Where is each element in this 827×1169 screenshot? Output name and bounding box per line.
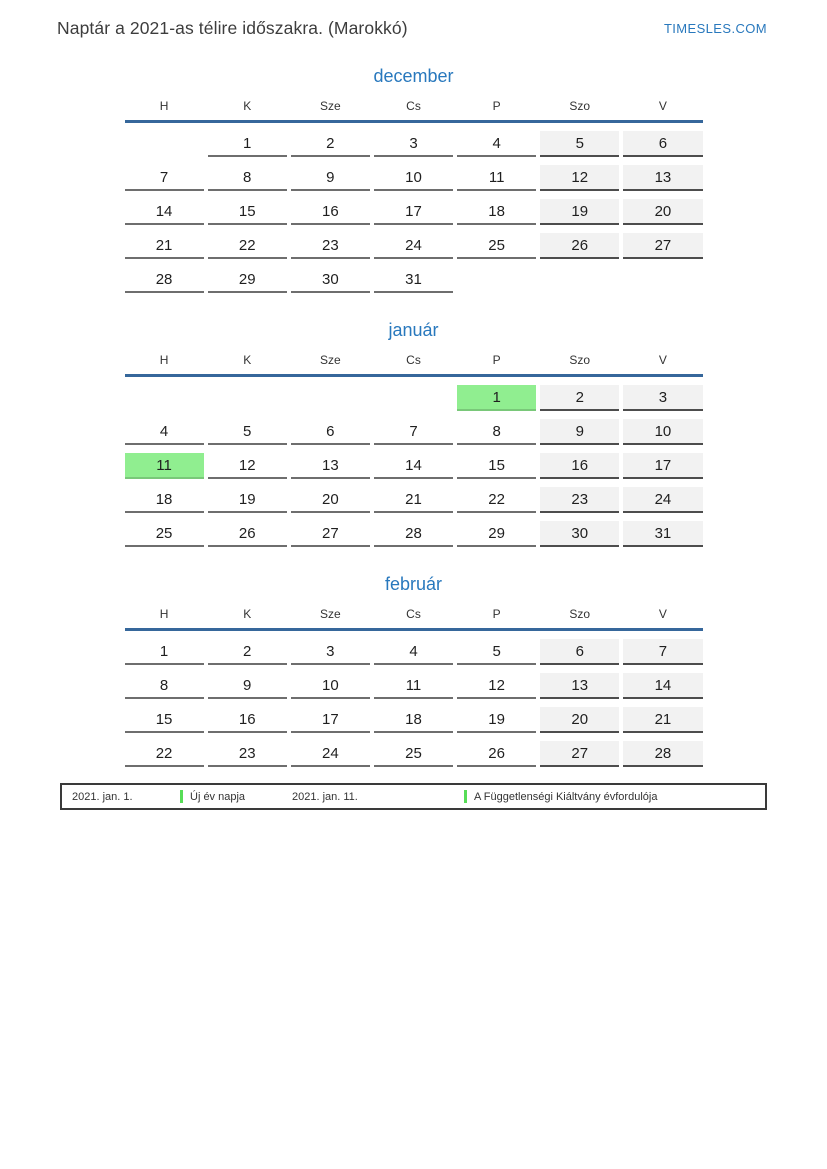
day-cell-empty <box>457 267 536 293</box>
day-cell: 12 <box>540 165 619 191</box>
weekday-header-row <box>125 353 703 367</box>
weekday-label: P <box>492 99 501 113</box>
day-cell: 14 <box>125 199 204 225</box>
day-cell: 28 <box>623 741 702 767</box>
month-divider-line <box>125 374 703 377</box>
day-cell: 19 <box>457 707 536 733</box>
weekday-label: V <box>658 607 667 621</box>
day-cell-empty <box>125 131 204 157</box>
day-cell: 10 <box>291 673 370 699</box>
day-cell: 25 <box>125 521 204 547</box>
day-cell: 20 <box>540 707 619 733</box>
weekday-label: Sze <box>320 607 341 621</box>
day-cell: 18 <box>125 487 204 513</box>
months-container <box>125 66 703 767</box>
weekday-label: Sze <box>320 353 341 367</box>
month-section <box>125 320 703 547</box>
weekday-label: Cs <box>406 353 421 367</box>
day-cell: 19 <box>540 199 619 225</box>
day-cell: 13 <box>623 165 702 191</box>
day-cell: 7 <box>374 419 453 445</box>
month-grid <box>125 639 703 767</box>
day-cell: 17 <box>623 453 702 479</box>
weekday-label: H <box>159 607 169 621</box>
day-cell: 16 <box>540 453 619 479</box>
day-cell: 18 <box>374 707 453 733</box>
day-cell: 23 <box>291 233 370 259</box>
day-cell: 6 <box>540 639 619 665</box>
weekday-label: P <box>492 353 501 367</box>
day-cell: 20 <box>291 487 370 513</box>
day-cell: 15 <box>457 453 536 479</box>
weekday-label: K <box>243 607 252 621</box>
day-cell: 11 <box>457 165 536 191</box>
day-cell: 24 <box>291 741 370 767</box>
day-cell: 31 <box>374 267 453 293</box>
day-cell: 16 <box>291 199 370 225</box>
day-cell: 3 <box>291 639 370 665</box>
weekday-label: Cs <box>406 99 421 113</box>
day-cell: 24 <box>374 233 453 259</box>
day-cell: 27 <box>540 741 619 767</box>
legend-item <box>292 785 657 808</box>
weekday-label: Szo <box>569 607 591 621</box>
day-cell-empty <box>623 267 702 293</box>
day-cell: 21 <box>125 233 204 259</box>
day-cell: 26 <box>540 233 619 259</box>
day-cell: 6 <box>291 419 370 445</box>
day-cell: 27 <box>623 233 702 259</box>
day-cell: 26 <box>208 521 287 547</box>
day-cell: 24 <box>623 487 702 513</box>
day-cell: 1 <box>457 385 536 411</box>
weekday-label: H <box>159 99 169 113</box>
day-cell-empty <box>291 385 370 411</box>
legend-label: A Függetlenségi Kiáltvány évfordulója <box>474 790 658 803</box>
day-cell: 11 <box>125 453 204 479</box>
month-section <box>125 66 703 293</box>
day-cell: 10 <box>374 165 453 191</box>
day-cell: 25 <box>457 233 536 259</box>
day-cell: 7 <box>125 165 204 191</box>
page-header <box>0 0 827 39</box>
day-cell-empty <box>208 385 287 411</box>
month-section <box>125 574 703 767</box>
day-cell: 4 <box>457 131 536 157</box>
weekday-label: K <box>243 353 252 367</box>
legend-date: 2021. jan. 1. <box>72 790 133 803</box>
weekday-label: Szo <box>569 353 591 367</box>
day-cell: 9 <box>208 673 287 699</box>
weekday-header-row <box>125 99 703 113</box>
day-cell: 3 <box>374 131 453 157</box>
day-cell: 4 <box>125 419 204 445</box>
day-cell: 30 <box>291 267 370 293</box>
day-cell: 7 <box>623 639 702 665</box>
day-cell: 22 <box>457 487 536 513</box>
day-cell: 4 <box>374 639 453 665</box>
weekday-label: V <box>658 353 667 367</box>
day-cell: 27 <box>291 521 370 547</box>
day-cell: 20 <box>623 199 702 225</box>
day-cell: 13 <box>540 673 619 699</box>
day-cell: 17 <box>374 199 453 225</box>
day-cell: 10 <box>623 419 702 445</box>
day-cell: 12 <box>208 453 287 479</box>
day-cell: 28 <box>374 521 453 547</box>
day-cell: 12 <box>457 673 536 699</box>
weekday-label: K <box>243 99 252 113</box>
day-cell: 5 <box>457 639 536 665</box>
day-cell: 22 <box>125 741 204 767</box>
month-divider-line <box>125 628 703 631</box>
holiday-marker-icon <box>180 790 183 803</box>
weekday-label: Sze <box>320 99 341 113</box>
day-cell: 5 <box>540 131 619 157</box>
day-cell-empty <box>540 267 619 293</box>
site-link[interactable]: TIMESLES.COM <box>663 21 767 36</box>
day-cell: 22 <box>208 233 287 259</box>
weekday-label: V <box>658 99 667 113</box>
day-cell: 26 <box>457 741 536 767</box>
day-cell: 1 <box>208 131 287 157</box>
weekday-label: H <box>159 353 169 367</box>
day-cell: 14 <box>374 453 453 479</box>
month-grid <box>125 131 703 293</box>
day-cell: 23 <box>540 487 619 513</box>
day-cell: 8 <box>125 673 204 699</box>
day-cell-empty <box>374 385 453 411</box>
legend-box <box>60 783 767 810</box>
day-cell: 31 <box>623 521 702 547</box>
day-cell: 8 <box>208 165 287 191</box>
month-grid <box>125 385 703 547</box>
day-cell: 19 <box>208 487 287 513</box>
weekday-label: Szo <box>569 99 591 113</box>
legend-date: 2021. jan. 11. <box>292 790 358 803</box>
day-cell: 5 <box>208 419 287 445</box>
day-cell: 17 <box>291 707 370 733</box>
day-cell: 9 <box>540 419 619 445</box>
day-cell: 2 <box>208 639 287 665</box>
day-cell: 30 <box>540 521 619 547</box>
day-cell: 11 <box>374 673 453 699</box>
day-cell: 21 <box>374 487 453 513</box>
day-cell: 28 <box>125 267 204 293</box>
day-cell: 6 <box>623 131 702 157</box>
month-title: január <box>388 320 439 340</box>
day-cell: 9 <box>291 165 370 191</box>
month-divider-line <box>125 120 703 123</box>
page-title: Naptár a 2021-as télire időszakra. (Marokkó) <box>57 18 408 38</box>
month-title: december <box>373 66 454 86</box>
day-cell-empty <box>125 385 204 411</box>
day-cell: 2 <box>540 385 619 411</box>
day-cell: 15 <box>125 707 204 733</box>
day-cell: 2 <box>291 131 370 157</box>
weekday-label: Cs <box>406 607 421 621</box>
day-cell: 18 <box>457 199 536 225</box>
holiday-marker-icon <box>464 790 467 803</box>
weekday-header-row <box>125 607 703 621</box>
day-cell: 14 <box>623 673 702 699</box>
day-cell: 3 <box>623 385 702 411</box>
legend-label: Új év napja <box>190 790 246 803</box>
day-cell: 15 <box>208 199 287 225</box>
day-cell: 13 <box>291 453 370 479</box>
day-cell: 29 <box>208 267 287 293</box>
day-cell: 8 <box>457 419 536 445</box>
month-title: február <box>384 574 443 594</box>
day-cell: 23 <box>208 741 287 767</box>
day-cell: 16 <box>208 707 287 733</box>
day-cell: 21 <box>623 707 702 733</box>
day-cell: 29 <box>457 521 536 547</box>
day-cell: 1 <box>125 639 204 665</box>
legend-item <box>72 785 245 808</box>
day-cell: 25 <box>374 741 453 767</box>
weekday-label: P <box>492 607 501 621</box>
